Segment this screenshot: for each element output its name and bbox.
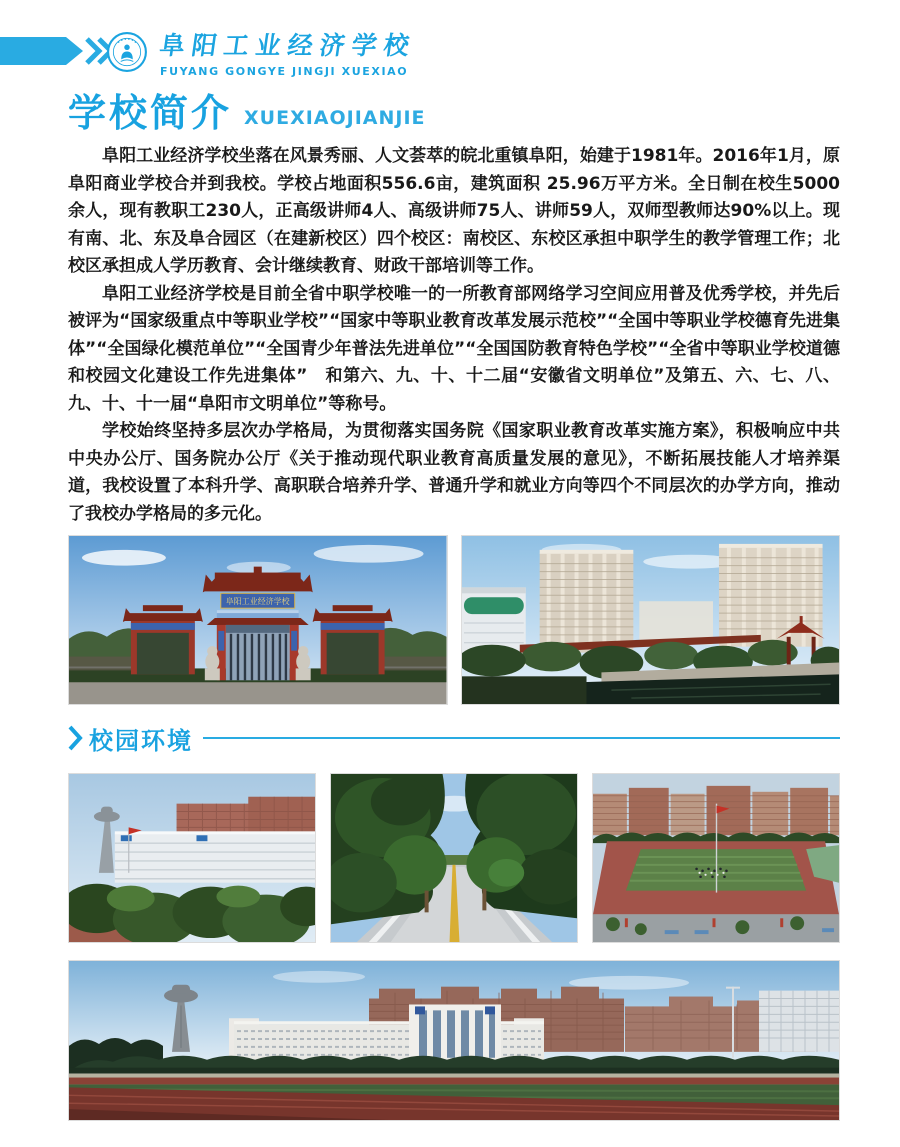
school-name-cn: 阜阳工业经济学校 [157,31,418,60]
page-title-pinyin: XUEXIAOJIANJIE [244,107,426,129]
school-logo-icon [106,31,148,73]
school-brand [106,26,416,78]
banner-arrow-icon [0,36,118,66]
intro-paragraph-2: 阜阳工业经济学校是目前全省中职学校唯一的一所教育部网络学习空间应用普及优秀学校，并先后被评为“国家级重点中等职业学校”“国家中等职业教育改革发展示范校”“全国中等职业学校德育先进集体”“全国绿化模范单位”“全国青少年普法先进单位”“全国国防教育特色学校”“全省中等职业学校道德和校园文化建设工作先进集体” 和第六、九、十、十二届“安徽省文明单位”及第五、六、七、八、九、十、十一届“阜阳市文明单位”等称号。 [68,283,840,414]
photo-campus-aerial [68,773,316,943]
photo-row-panorama [68,960,840,1121]
section-rule [203,737,840,739]
intro-title [68,91,840,135]
brand-text [157,26,418,78]
gate-plaque-text: 阜阳工业经济学校 [225,597,290,607]
content-column [68,91,840,1121]
intro-paragraph-1: 阜阳工业经济学校坐落在风景秀丽、人文荟萃的皖北重镇阜阳，始建于1981年。2016年1月，原阜阳商业学校合并到我校。学校占地面积556.6亩，建筑面积 25.96万平方米。全日制在校生5000余人，现有教职工230人，正高级讲师4人、高级讲师75人、讲师59人，双师型教师达90%以上。现有南、北、东及阜合园区（在建新校区）四个校区：南校区、东校区承担中职学生的教学管理工作；北校区承担成人学历教育、会计继续教育、财政干部培训等工作。 [68,146,840,276]
photo-row-main [68,535,840,705]
campus-section-header [68,723,840,753]
photo-campus-panorama [68,960,840,1121]
chevron-right-icon [68,725,83,751]
photo-sports-field [592,773,840,943]
page-title: 学校简介 [68,91,233,135]
photo-campus-pond [461,535,841,705]
page-header [0,0,900,80]
intro-paragraph-3: 学校始终坚持多层次办学格局，为贯彻落实国务院《国家职业教育改革实施方案》，积极响应中共中央办公厅、国务院办公厅《关于推动现代职业教育高质量发展的意见》，不断拓展技能人才培养渠道，我校设置了本科升学、高职联合培养升学、普通升学和就业方向等四个不同层次的办学方向，推动了我校办学格局的多元化。 [68,421,840,524]
school-name-pinyin: FUYANG GONGYE JINGJI XUEXIAO [160,65,409,78]
photo-school-gate [68,535,448,705]
campus-section-title: 校园环境 [89,726,193,755]
photo-tree-lined-road [330,773,578,943]
photo-row-campus [68,773,840,943]
intro-body [68,143,840,528]
